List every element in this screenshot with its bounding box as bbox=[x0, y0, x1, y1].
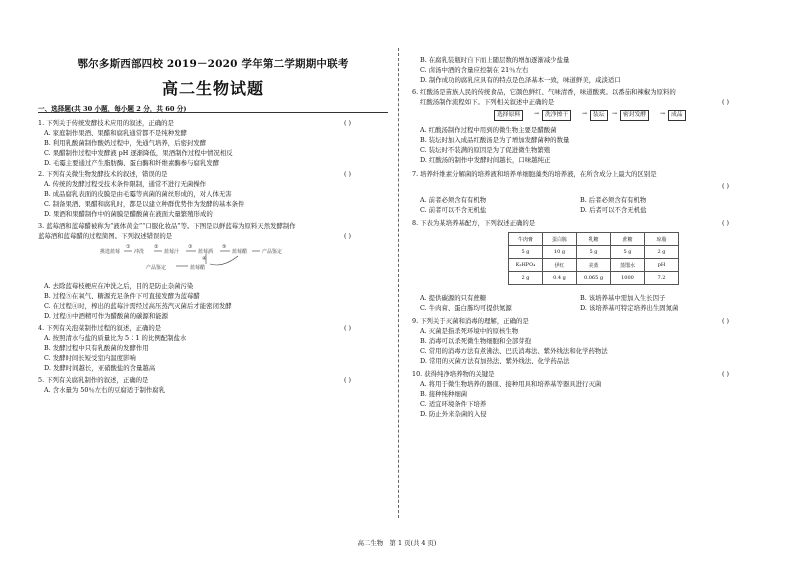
q6-option-d: D. 红酸汤的制作中发酵时间越长，口味越纯正 bbox=[420, 156, 551, 164]
table-row bbox=[509, 233, 679, 246]
q3-stem-1: 3. 蓝莓酒和蓝莓醋被称为“液体黄金”“口服化妆品”等。下图是以鲜蓝莓为原料天然发酵制作 bbox=[38, 222, 296, 230]
q9-option-c: C. 常用的消毒方法有煮沸法、巴氏消毒法、紫外线法和化学药物法 bbox=[420, 347, 608, 355]
q4-option-b: B. 发酵过程中只有乳酸菌的发酵作用 bbox=[44, 344, 149, 352]
flow-step-check-1: 产品鉴定 bbox=[262, 249, 283, 255]
left-column bbox=[38, 0, 388, 562]
section-heading: 一、选择题(共 30 小题，每小题 2 分，共 60 分) bbox=[38, 105, 187, 113]
q9-answer-slot[interactable]: ( ) bbox=[722, 317, 730, 325]
q2-answer-slot[interactable]: ( ) bbox=[344, 170, 352, 178]
table-cell: 5 g bbox=[611, 246, 645, 259]
q8-option-d: D. 该培养基可特定培养出生固氮菌 bbox=[580, 304, 679, 312]
table-row bbox=[509, 259, 679, 272]
table-cell: 乳糖 bbox=[577, 233, 611, 246]
table-row bbox=[509, 272, 679, 285]
flow-arrows bbox=[98, 244, 298, 274]
q2-option-c: C. 制备果酒、果醋和腐乳时，都是以建立种群优势作为发酵的基本条件 bbox=[44, 200, 245, 208]
flow-num-4: ④ bbox=[202, 256, 207, 262]
q1-stem: 1. 下列关于传统发酵技术应用的叙述，正确的是 bbox=[38, 119, 174, 127]
table-cell: K₂HPO₄ bbox=[509, 259, 543, 272]
q8-stem: 8. 下表为某培养基配方，下列叙述正确的是 bbox=[412, 219, 536, 227]
table-cell: 美蓝 bbox=[577, 259, 611, 272]
q4-option-c: C. 发酵时间长短受室内温度影响 bbox=[44, 354, 136, 362]
table-cell: 5 g bbox=[509, 246, 543, 259]
q8-medium-table bbox=[508, 232, 679, 285]
flow-step-rinse: 冲洗 bbox=[134, 249, 145, 255]
flow6-box-3: 装坛 bbox=[590, 110, 608, 121]
table-cell: 蒸馏水 bbox=[611, 259, 645, 272]
table-cell: 7.2 bbox=[645, 272, 679, 285]
q6-option-b: B. 装坛时加入成品红酸汤是为了增加发酵菌种的数量 bbox=[420, 136, 570, 144]
school-heading: 鄂尔多斯西部四校 2019－2020 学年第二学期期中联考 bbox=[77, 58, 349, 70]
q8-option-c: C. 牛肉膏、蛋白胨均可提供氮源 bbox=[420, 304, 512, 312]
table-cell: 0.065 g bbox=[577, 272, 611, 285]
q2-stem: 2. 下列有关微生物发酵技术的叙述，错误的是 bbox=[38, 170, 168, 178]
flow-num-1: ① bbox=[126, 244, 131, 250]
q1-option-b: B. 利用乳酸菌制作酸奶过程中，先通气培养，后密封发酵 bbox=[44, 139, 207, 147]
section-rule bbox=[38, 112, 388, 113]
table-cell: 0.4 g bbox=[543, 272, 577, 285]
q7-stem: 7. 培养纤维素分解菌的培养液和培养单细胞藻类的培养液，在所含成分上最大的区别是 bbox=[412, 170, 657, 178]
q5-option-a: A. 含水量为 50％左右的豆腐适于制作腐乳 bbox=[44, 386, 166, 394]
q9-option-b: B. 消毒可以杀死微生物细胞和全部芽孢 bbox=[420, 337, 532, 345]
table-cell: 2 g bbox=[509, 272, 543, 285]
q3-answer-slot[interactable]: ( ) bbox=[344, 232, 352, 240]
q7-option-b: B. 后者必须含有有机物 bbox=[580, 196, 647, 204]
q1-option-a: A. 家庭制作果酒、果醋和腐乳通常都不是纯种发酵 bbox=[44, 129, 187, 137]
q8-option-a: A. 提供碳源的只有蔗糖 bbox=[420, 294, 487, 302]
flow-step-pick: 挑选蓝莓 bbox=[100, 249, 121, 255]
flow-step-vinegar: 蓝莓醋 bbox=[232, 249, 248, 255]
flow-step-juice: 蓝莓汁 bbox=[164, 249, 180, 255]
q9-option-a: A. 灭菌是指杀死环境中的原核生物 bbox=[420, 327, 519, 335]
column-divider bbox=[398, 48, 400, 518]
q6-stem-1: 6. 红酸汤是苗族人民的传统食品，它颜色鲜红、气味清香，味道酸爽。以番茄和辣椒为原料的 bbox=[412, 88, 676, 96]
q3-option-b: B. 过程⑤在氧气、糖源充足条件下可直接发酵为蓝莓醋 bbox=[44, 292, 200, 300]
flow6-box-1: 选择原料 bbox=[494, 110, 523, 121]
table-cell: 10 g bbox=[543, 246, 577, 259]
q6-option-a: A. 红酸汤制作过程中用到的微生物主要是醋酸菌 bbox=[420, 126, 557, 134]
q1-option-c: C. 果醋制作过程中发酵液 pH 逐渐降低，果酒制作过程中情况相反 bbox=[44, 149, 233, 157]
q4-stem: 4. 下列有关泡菜制作过程的叙述，正确的是 bbox=[38, 324, 162, 332]
table-cell: 2 g bbox=[645, 246, 679, 259]
table-cell: 牛肉膏 bbox=[509, 233, 543, 246]
q7-option-a: A. 前者必须含有有机物 bbox=[420, 196, 487, 204]
q3-option-a: A. 去除蓝莓枝梗应在冲洗之后，目的是防止杂菌污染 bbox=[44, 282, 194, 290]
q10-stem: 10. 获得纯净培养物的关键是 bbox=[412, 370, 495, 378]
q10-option-d: D. 防止外来杂菌的入侵 bbox=[420, 410, 487, 418]
q7-option-c: C. 前者可以不含无机盐 bbox=[420, 206, 487, 214]
q3-option-c: C. 在过程④时，榨出的蓝莓汁需经过高压蒸汽灭菌后才能密闭发酵 bbox=[44, 302, 232, 310]
flow-num-3: ③ bbox=[188, 244, 193, 250]
q6-stem-2: 红酸汤制作流程如下。下列相关叙述中正确的是 bbox=[420, 98, 555, 106]
page-title: 高二生物试题 bbox=[161, 79, 264, 98]
flow6-box-2: 洗净擦干 bbox=[542, 110, 571, 121]
q9-stem: 9. 下列关于灭菌和消毒的理解，正确的是 bbox=[412, 317, 529, 325]
flow6-arrow-4: → bbox=[660, 110, 666, 117]
q5-option-d: D. 制作成功的腐乳应具有的特点是色泽基本一致，味道鲜美，咸淡适口 bbox=[420, 76, 621, 84]
flow6-arrow-1: → bbox=[534, 110, 540, 117]
q4-answer-slot[interactable]: ( ) bbox=[344, 324, 352, 332]
q6-option-c: C. 装坛时不装满的原因是为了促进微生物繁殖 bbox=[420, 146, 551, 154]
q2-option-b: B. 成品腐乳表面的皮膜是由毛霉等真菌的菌丝形成的，对人体无害 bbox=[44, 190, 232, 198]
page-footer: 高二生物 第 1 页(共 4 页) bbox=[357, 539, 437, 547]
q3-stem-2: 蓝莓酒和蓝莓醋的过程简图。下列叙述错误的是 bbox=[38, 232, 173, 240]
flow-num-5: ⑤ bbox=[222, 244, 227, 250]
table-cell: 1000 bbox=[611, 272, 645, 285]
table-cell: 伊红 bbox=[543, 259, 577, 272]
table-cell: 蔗糖 bbox=[611, 233, 645, 246]
q5-option-c: C. 卤汤中酒的含量应控制在 21％左右 bbox=[420, 66, 529, 74]
q2-option-a: A. 传统的发酵过程受技术条件限制，通常不进行无菌操作 bbox=[44, 180, 207, 188]
q9-option-d: D. 常用的灭菌方法有加热法、紫外线法、化学药品法 bbox=[420, 357, 570, 365]
q8-answer-slot[interactable]: ( ) bbox=[722, 219, 730, 227]
flow6-box-4: 密封发酵 bbox=[620, 110, 649, 121]
q4-option-a: A. 按照清水与盐的质量比为 5∶1 的比例配制盐水 bbox=[44, 334, 187, 342]
q5-option-b: B. 在腐乳装瓶时自下而上随层数的增加逐渐减少盐量 bbox=[420, 56, 570, 64]
table-cell: 蛋白胨 bbox=[543, 233, 577, 246]
q5-answer-slot[interactable]: ( ) bbox=[344, 376, 352, 384]
right-column bbox=[412, 0, 764, 562]
q2-option-d: D. 果酒和果醋制作中的菌膜是醋酸菌在液面大量繁殖形成的 bbox=[44, 210, 213, 218]
q7-option-d: D. 后者可以不含无机盐 bbox=[580, 206, 647, 214]
flow-step-check-2: 产品鉴定 bbox=[146, 265, 167, 271]
q10-option-c: C. 适宜环境条件下培养 bbox=[420, 400, 487, 408]
flow-step-vinegar-2: 蓝莓醋 bbox=[190, 265, 206, 271]
q5-stem: 5. 下列有关腐乳制作的叙述，正确的是 bbox=[38, 376, 149, 384]
flow6-arrow-2: → bbox=[582, 110, 588, 117]
q3-option-d: D. 过程⑤中酒精可作为醋酸菌的碳源和能源 bbox=[44, 312, 168, 320]
q7-answer-slot[interactable]: ( ) bbox=[722, 182, 730, 190]
q1-option-d: D. 毛霉主要通过产生脂肪酶、蛋白酶和纤维素酶参与腐乳发酵 bbox=[44, 159, 220, 167]
table-cell: 琼脂 bbox=[645, 233, 679, 246]
q6-answer-slot[interactable]: ( ) bbox=[722, 98, 730, 106]
q4-option-d: D. 发酵时间越长，亚硝酸盐的含量越高 bbox=[44, 364, 156, 372]
q10-option-a: A. 将用于微生物培养的器皿、接种用具和培养基等器具进行灭菌 bbox=[420, 380, 602, 388]
table-row bbox=[509, 246, 679, 259]
flow6-box-5: 成品 bbox=[668, 110, 686, 121]
q8-option-b: B. 该培养基中需加入生长因子 bbox=[580, 294, 666, 302]
flow-num-2: ② bbox=[154, 244, 159, 250]
flow6-arrow-3: → bbox=[612, 110, 618, 117]
flow-step-wine: 蓝莓酒 bbox=[198, 249, 214, 255]
table-cell: pH bbox=[645, 259, 679, 272]
q10-option-b: B. 接种纯种细菌 bbox=[420, 390, 468, 398]
q10-answer-slot[interactable]: ( ) bbox=[722, 370, 730, 378]
q1-answer-slot[interactable]: ( ) bbox=[344, 119, 352, 127]
table-cell: 5 g bbox=[577, 246, 611, 259]
